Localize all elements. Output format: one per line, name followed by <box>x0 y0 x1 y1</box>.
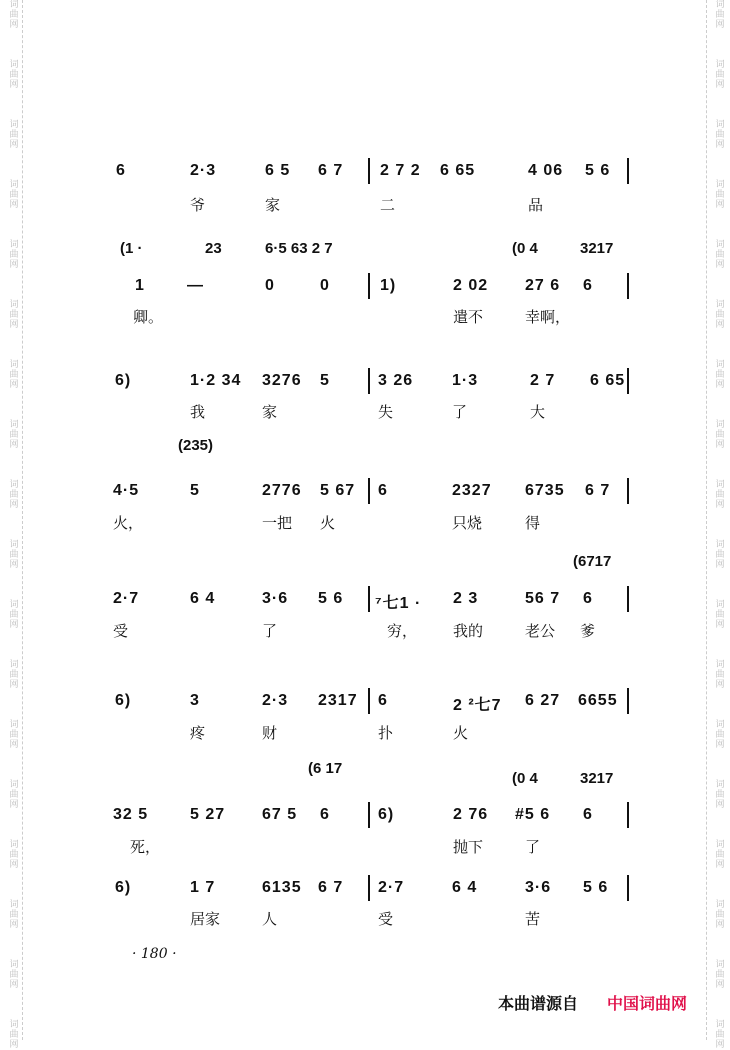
lyric: 火 <box>320 514 336 532</box>
watermark-text: 词 曲 网 <box>9 300 19 330</box>
barline <box>368 368 370 394</box>
barline <box>368 875 370 901</box>
lyric: 受 <box>113 622 129 640</box>
watermark-text: 词 曲 网 <box>715 480 725 510</box>
lyric: 死， <box>130 838 161 856</box>
lyric: 扑 <box>378 724 394 742</box>
barline <box>368 586 370 612</box>
note-group: 3·6 <box>525 879 552 896</box>
note-group: 2327 <box>452 482 492 499</box>
note-group: 6 <box>116 162 126 179</box>
note-group: 2·7 <box>113 590 140 607</box>
note-group: 2317 <box>318 692 358 709</box>
watermark-text: 词 曲 网 <box>9 180 19 210</box>
lyric: 了 <box>452 403 468 421</box>
watermark-text: 词 曲 网 <box>9 60 19 90</box>
lyric: 我的 <box>453 622 484 640</box>
footer-source-label: 本曲谱源自 <box>498 994 579 1013</box>
watermark-text: 词 曲 网 <box>715 240 725 270</box>
watermark-text: 词 曲 网 <box>715 360 725 390</box>
note-group: 1·3 <box>452 372 479 389</box>
note-group: 6 7 <box>318 879 344 896</box>
barline <box>627 586 629 612</box>
barline <box>368 802 370 828</box>
lyric: 火 <box>453 724 469 742</box>
note-group: 6 5 <box>265 162 291 179</box>
watermark-text: 词 曲 网 <box>9 120 19 150</box>
lyric: 幸啊， <box>525 308 571 326</box>
watermark-text: 词 曲 网 <box>715 600 725 630</box>
lyric: 品 <box>528 196 544 214</box>
watermark-text: 词 曲 网 <box>9 360 19 390</box>
note-group: 2 76 <box>453 806 489 823</box>
note-group: 6 7 <box>318 162 344 179</box>
note-group: 2 7 2 <box>380 162 421 179</box>
lyric: 二 <box>380 196 396 214</box>
instrumental-fill: 3217 <box>580 770 614 787</box>
note-group: 6 65 <box>590 372 626 389</box>
watermark-text: 词 曲 网 <box>715 0 725 30</box>
note-group: 6 4 <box>190 590 216 607</box>
note-group: 2776 <box>262 482 302 499</box>
note-group: 3 <box>190 692 200 709</box>
instrumental-fill: (6 17 <box>308 760 343 777</box>
instrumental-fill: 6·5 63 2 7 <box>265 240 333 257</box>
note-group: 1) <box>380 277 397 294</box>
watermark-text: 词 曲 网 <box>715 540 725 570</box>
lyric: 了 <box>525 838 541 856</box>
note-group: 5 6 <box>583 879 609 896</box>
note-group: 6) <box>115 692 132 709</box>
lyric: 苦 <box>525 910 541 928</box>
watermark-text: 词 曲 网 <box>715 60 725 90</box>
note-group: 4·5 <box>113 482 140 499</box>
note-group: 6 <box>583 806 593 823</box>
footer-site-link[interactable]: 中国词曲网 <box>607 994 688 1013</box>
lyric: 得 <box>525 514 541 532</box>
note-group: 2·3 <box>262 692 289 709</box>
note-group: 6 4 <box>452 879 478 896</box>
barline <box>627 158 629 184</box>
note-group: 5 6 <box>585 162 611 179</box>
watermark-text: 词 曲 网 <box>715 120 725 150</box>
note-group: 5 6 <box>318 590 344 607</box>
lyric: 家 <box>262 403 278 421</box>
barline <box>627 875 629 901</box>
lyric: 爹 <box>580 622 596 640</box>
lyric: 遣不 <box>453 308 484 326</box>
note-group: 6 <box>583 277 593 294</box>
instrumental-fill: (235) <box>178 437 214 454</box>
note-group: 5 <box>190 482 200 499</box>
lyric: 大 <box>530 403 546 421</box>
note-group: 6 7 <box>585 482 611 499</box>
watermark-text: 词 曲 网 <box>9 720 19 750</box>
note-group: #5 6 <box>515 806 551 823</box>
note-group: 2·3 <box>190 162 217 179</box>
left-margin-divider <box>22 0 23 1040</box>
barline <box>627 478 629 504</box>
page-number: · 180 · <box>132 946 177 962</box>
lyric: 家 <box>265 196 281 214</box>
lyric: 一把 <box>262 514 293 532</box>
instrumental-fill: (6717 <box>573 553 612 570</box>
lyric: 我 <box>190 403 206 421</box>
watermark-text: 词 曲 网 <box>9 600 19 630</box>
note-group: 27 6 <box>525 277 561 294</box>
watermark-text: 词 曲 网 <box>9 420 19 450</box>
watermark-text: 词 曲 网 <box>9 960 19 990</box>
note-group: 1·2 34 <box>190 372 242 389</box>
note-group: 6735 <box>525 482 565 499</box>
instrumental-fill: 3217 <box>580 240 614 257</box>
lyric: 人 <box>262 910 278 928</box>
watermark-text: 词 曲 网 <box>9 540 19 570</box>
watermark-text: 词 曲 网 <box>9 840 19 870</box>
barline <box>368 273 370 299</box>
note-group: — <box>187 277 204 294</box>
lyric: 财 <box>262 724 278 742</box>
watermark-text: 词 曲 网 <box>715 300 725 330</box>
lyric: 抛下 <box>453 838 484 856</box>
barline <box>368 478 370 504</box>
lyric: 了 <box>262 622 278 640</box>
lyric: 居家 <box>190 910 221 928</box>
watermark-text: 词 曲 网 <box>9 900 19 930</box>
watermark-text: 词 曲 网 <box>715 840 725 870</box>
note-group: 67 5 <box>262 806 298 823</box>
watermark-text: 词 曲 网 <box>9 240 19 270</box>
watermark-text: 词 曲 网 <box>9 480 19 510</box>
watermark-text: 词 曲 网 <box>715 1020 725 1050</box>
lyric: 失 <box>378 403 394 421</box>
note-group: 3276 <box>262 372 302 389</box>
note-group: ⁷七1 · <box>375 595 422 612</box>
note-group: 3 26 <box>378 372 414 389</box>
note-group: 2 ²七7 <box>453 697 502 714</box>
instrumental-fill: (0 4 <box>512 770 538 787</box>
note-group: 5 67 <box>320 482 356 499</box>
watermark-text: 词 曲 网 <box>9 0 19 30</box>
barline <box>627 802 629 828</box>
note-group: 2 7 <box>530 372 556 389</box>
note-group: 56 7 <box>525 590 561 607</box>
note-group: 6135 <box>262 879 302 896</box>
barline <box>627 368 629 394</box>
note-group: 6 <box>320 806 330 823</box>
note-group: 32 5 <box>113 806 149 823</box>
watermark-text: 词 曲 网 <box>9 1020 19 1050</box>
lyric: 穷， <box>387 622 418 640</box>
note-group: 4 06 <box>528 162 564 179</box>
watermark-text: 词 曲 网 <box>715 960 725 990</box>
note-group: 6 65 <box>440 162 476 179</box>
watermark-text: 词 曲 网 <box>715 180 725 210</box>
note-group: 5 <box>320 372 330 389</box>
note-group: 5 27 <box>190 806 226 823</box>
note-group: 6 <box>378 482 388 499</box>
note-group: 6 27 <box>525 692 561 709</box>
barline <box>368 158 370 184</box>
lyric: 火， <box>113 514 144 532</box>
watermark-text: 词 曲 网 <box>715 720 725 750</box>
note-group: 3·6 <box>262 590 289 607</box>
note-group: 6) <box>115 372 132 389</box>
lyric: 卿。 <box>133 308 164 326</box>
lyric: 老公 <box>525 622 556 640</box>
note-group: 0 <box>265 277 275 294</box>
barline <box>627 688 629 714</box>
note-group: 2·7 <box>378 879 405 896</box>
note-group: 6 <box>378 692 388 709</box>
note-group: 1 7 <box>190 879 216 896</box>
note-group: 0 <box>320 277 330 294</box>
instrumental-fill: (0 4 <box>512 240 538 257</box>
note-group: 1 <box>135 277 145 294</box>
watermark-text: 词 曲 网 <box>9 660 19 690</box>
note-group: 2 3 <box>453 590 479 607</box>
right-margin-divider <box>706 0 707 1040</box>
lyric: 爷 <box>190 196 206 214</box>
watermark-text: 词 曲 网 <box>715 780 725 810</box>
note-group: 2 02 <box>453 277 489 294</box>
note-group: 6 <box>583 590 593 607</box>
note-group: 6) <box>115 879 132 896</box>
barline <box>368 688 370 714</box>
barline <box>627 273 629 299</box>
lyric: 受 <box>378 910 394 928</box>
watermark-text: 词 曲 网 <box>715 420 725 450</box>
lyric: 疼 <box>190 724 206 742</box>
note-group: 6655 <box>578 692 618 709</box>
instrumental-fill: 23 <box>205 240 222 257</box>
instrumental-fill: (1 · <box>120 240 143 257</box>
note-group: 6) <box>378 806 395 823</box>
watermark-text: 词 曲 网 <box>715 900 725 930</box>
lyric: 只烧 <box>452 514 483 532</box>
watermark-text: 词 曲 网 <box>9 780 19 810</box>
watermark-text: 词 曲 网 <box>715 660 725 690</box>
